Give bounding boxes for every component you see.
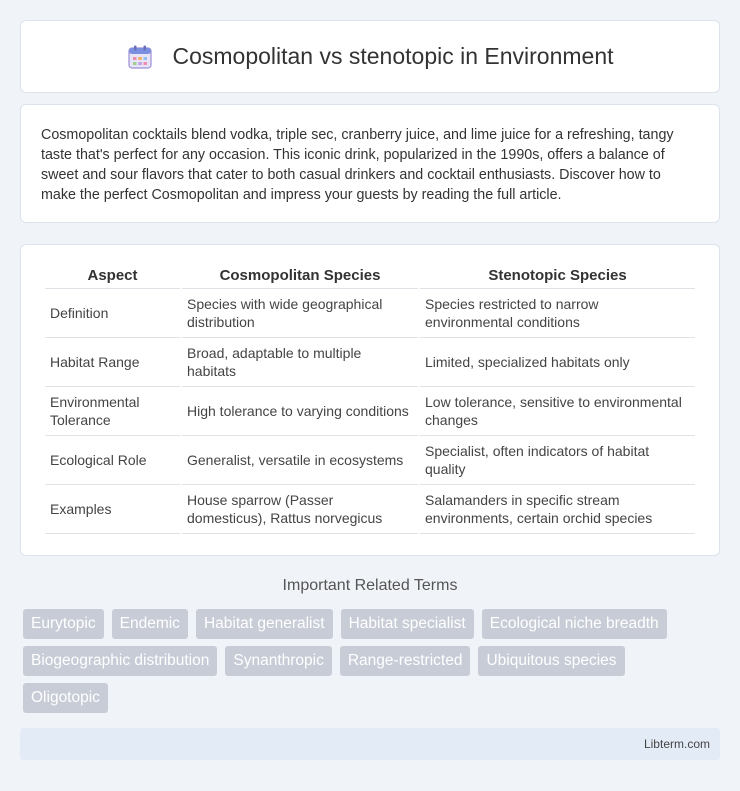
term-tag[interactable]: Habitat generalist	[196, 609, 333, 639]
related-terms-title: Important Related Terms	[282, 577, 458, 594]
table-cell: High tolerance to varying conditions	[182, 387, 418, 436]
table-cell: Environmental Tolerance	[45, 387, 180, 436]
column-header: Cosmopolitan Species	[182, 265, 418, 289]
table-cell: Species with wide geographical distribution	[182, 289, 418, 338]
page-title: Cosmopolitan vs stenotopic in Environment	[172, 43, 614, 69]
table-row	[45, 436, 695, 485]
column-header: Stenotopic Species	[420, 265, 695, 289]
table-cell: House sparrow (Passer domesticus), Rattus norvegicus	[182, 485, 418, 534]
term-tag[interactable]: Endemic	[112, 609, 188, 639]
calendar-icon	[126, 43, 154, 71]
table-cell: Specialist, often indicators of habitat quality	[420, 436, 695, 485]
table-cell: Species restricted to narrow environmental conditions	[420, 289, 695, 338]
table-header-row	[45, 265, 695, 289]
comparison-table	[43, 265, 697, 534]
footer	[20, 728, 720, 760]
term-tag[interactable]: Biogeographic distribution	[23, 646, 217, 676]
table-cell: Examples	[45, 485, 180, 534]
term-tag[interactable]: Range-restricted	[340, 646, 471, 676]
table-cell: Ecological Role	[45, 436, 180, 485]
table-cell: Salamanders in specific stream environments, certain orchid species	[420, 485, 695, 534]
comparison-card	[20, 244, 720, 556]
table-row	[45, 485, 695, 534]
table-cell: Broad, adaptable to multiple habitats	[182, 338, 418, 387]
table-row	[45, 338, 695, 387]
table-cell: Definition	[45, 289, 180, 338]
intro-card	[20, 104, 720, 223]
term-tag[interactable]: Ecological niche breadth	[482, 609, 667, 639]
table-cell: Low tolerance, sensitive to environmental changes	[420, 387, 695, 436]
table-cell: Generalist, versatile in ecosystems	[182, 436, 418, 485]
table-cell: Habitat Range	[45, 338, 180, 387]
table-cell: Limited, specialized habitats only	[420, 338, 695, 387]
column-header: Aspect	[45, 265, 180, 289]
table-row	[45, 289, 695, 338]
term-tag[interactable]: Ubiquitous species	[478, 646, 624, 676]
term-tag[interactable]: Synanthropic	[225, 646, 331, 676]
related-terms-list	[23, 609, 703, 713]
header-card	[20, 20, 720, 93]
intro-paragraph: Cosmopolitan cocktails blend vodka, triple sec, cranberry juice, and lime juice for a refreshing, tangy taste that's perfect for any occasion. This iconic drink, popularized in the 1990s, offers a balance of sweet and sour flavors that cater to both casual drinkers and cocktail enthusiasts. Discover how to make the perfect Cosmopolitan and impress your guests by reading the full article.	[41, 127, 674, 203]
table-row	[45, 387, 695, 436]
term-tag[interactable]: Oligotopic	[23, 683, 108, 713]
footer-site-link[interactable]: Libterm.com	[643, 737, 710, 751]
term-tag[interactable]: Habitat specialist	[341, 609, 474, 639]
term-tag[interactable]: Eurytopic	[23, 609, 104, 639]
